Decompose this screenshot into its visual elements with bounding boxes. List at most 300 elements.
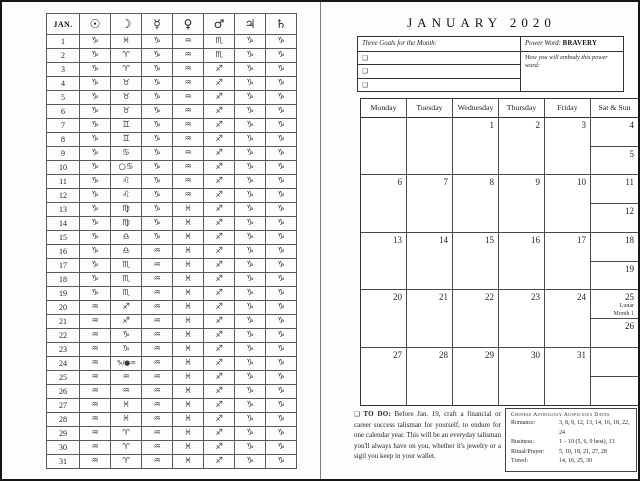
day-number: 30	[47, 441, 80, 455]
sign-moon: ♉	[111, 91, 142, 105]
calendar-day-cell: 13	[361, 233, 407, 290]
ephemeris-row	[47, 189, 297, 203]
sign-venus: ♓	[173, 385, 204, 399]
day-number: 1	[47, 35, 80, 49]
goal-row	[358, 64, 520, 77]
calendar-day-cell: 7	[407, 175, 453, 232]
sign-saturn: ♑	[266, 441, 297, 455]
planet-saturn-icon: ♄	[266, 14, 297, 35]
planet-mars-icon: ♂	[204, 14, 235, 35]
sign-moon: ♈	[111, 441, 142, 455]
sign-mars: ♐	[204, 413, 235, 427]
day-number: 6	[47, 105, 80, 119]
ephemeris-row	[47, 455, 297, 469]
sign-jupiter: ♑	[235, 455, 266, 469]
power-word-label: Power Word:	[525, 40, 561, 47]
auspicious-dates: 1 – 10 (5, 6, 9 best), 13	[559, 439, 615, 446]
sign-mercury: ♑	[142, 133, 173, 147]
sign-venus: ♒	[173, 49, 204, 63]
day-number: 5	[47, 91, 80, 105]
sign-moon: ♋	[111, 147, 142, 161]
todo-label: TO DO:	[363, 410, 391, 418]
day-number: 19	[625, 263, 634, 274]
sign-mercury: ♑	[142, 147, 173, 161]
sign-sun: ♒	[80, 315, 111, 329]
ephemeris-row	[47, 49, 297, 63]
sign-sun: ♒	[80, 329, 111, 343]
sign-saturn: ♑	[266, 175, 297, 189]
sign-mars: ♐	[204, 259, 235, 273]
auspicious-label: Romance:	[511, 420, 536, 426]
sign-moon: ♊	[111, 119, 142, 133]
sign-moon: ♈	[111, 427, 142, 441]
day-number: 28	[47, 413, 80, 427]
day-number: 29	[47, 427, 80, 441]
sign-jupiter: ♑	[235, 273, 266, 287]
ephemeris-row	[47, 287, 297, 301]
sign-jupiter: ♑	[235, 189, 266, 203]
sign-mars: ♐	[204, 315, 235, 329]
sign-venus: ♒	[173, 63, 204, 77]
sign-saturn: ♑	[266, 63, 297, 77]
sign-moon: ♈	[111, 63, 142, 77]
sign-moon: ♐	[111, 301, 142, 315]
sign-venus: ♓	[173, 287, 204, 301]
day-number: 25	[47, 371, 80, 385]
sign-mars: ♐	[204, 161, 235, 175]
sign-mercury: ♒	[142, 301, 173, 315]
sign-mercury: ♑	[142, 105, 173, 119]
sign-mercury: ♒	[142, 427, 173, 441]
sign-jupiter: ♑	[235, 105, 266, 119]
sign-saturn: ♑	[266, 455, 297, 469]
sign-mars: ♐	[204, 63, 235, 77]
sign-jupiter: ♑	[235, 77, 266, 91]
sign-mars: ♐	[204, 357, 235, 371]
sign-saturn: ♑	[266, 105, 297, 119]
calendar-day-cell: 21	[407, 290, 453, 347]
sign-sun: ♑	[80, 77, 111, 91]
sign-mars: ♐	[204, 301, 235, 315]
goal-row	[358, 51, 520, 64]
sign-saturn: ♑	[266, 273, 297, 287]
ephemeris-row	[47, 245, 297, 259]
calendar-day-cell: 1	[453, 118, 499, 175]
ephemeris-row	[47, 217, 297, 231]
power-word-value: BRAVERY	[562, 40, 598, 47]
sign-jupiter: ♑	[235, 147, 266, 161]
sign-sun: ♑	[80, 273, 111, 287]
day-number: 8	[47, 133, 80, 147]
sign-saturn: ♑	[266, 399, 297, 413]
calendar-day-cell: 14	[407, 233, 453, 290]
sign-venus: ♓	[173, 203, 204, 217]
auspicious-label: Travel:	[511, 458, 529, 465]
sign-jupiter: ♑	[235, 399, 266, 413]
calendar-day-cell: 20	[361, 290, 407, 347]
sign-sun: ♑	[80, 287, 111, 301]
sign-venus: ♓	[173, 217, 204, 231]
ephemeris-row	[47, 175, 297, 189]
day-number: 18	[625, 234, 634, 245]
sign-mercury: ♑	[142, 175, 173, 189]
sign-jupiter: ♑	[235, 217, 266, 231]
sign-venus: ♒	[173, 189, 204, 203]
sign-mercury: ♒	[142, 357, 173, 371]
sign-venus: ♓	[173, 441, 204, 455]
lunar-month-note: Lunar Month 1	[613, 303, 634, 317]
sign-moon: ♈	[111, 455, 142, 469]
sign-mars: ♐	[204, 231, 235, 245]
sign-sun: ♒	[80, 357, 111, 371]
ephemeris-row	[47, 371, 297, 385]
sign-mercury: ♒	[142, 455, 173, 469]
sign-sun: ♑	[80, 119, 111, 133]
sign-mars: ♐	[204, 77, 235, 91]
weekday-header: Thursday	[499, 99, 545, 118]
sign-venus: ♒	[173, 77, 204, 91]
sign-mercury: ♒	[142, 315, 173, 329]
sign-sun: ♒	[80, 343, 111, 357]
sign-moon: ♌	[111, 189, 142, 203]
sign-mercury: ♒	[142, 259, 173, 273]
sign-jupiter: ♑	[235, 259, 266, 273]
sign-jupiter: ♑	[235, 371, 266, 385]
sign-venus: ♓	[173, 273, 204, 287]
sign-mars: ♏	[204, 49, 235, 63]
sat-sun-cell	[591, 290, 638, 347]
sunday-half	[591, 262, 638, 290]
calendar-day-cell: 29	[453, 348, 499, 405]
sign-saturn: ♑	[266, 357, 297, 371]
sign-saturn: ♑	[266, 343, 297, 357]
sign-sun: ♑	[80, 91, 111, 105]
sign-venus: ♒	[173, 35, 204, 49]
calendar-day-cell: 23	[499, 290, 545, 347]
sign-sun: ♑	[80, 49, 111, 63]
sign-jupiter: ♑	[235, 133, 266, 147]
sign-jupiter: ♑	[235, 357, 266, 371]
sign-jupiter: ♑	[235, 287, 266, 301]
ephemeris-row	[47, 399, 297, 413]
sign-mercury: ♑	[142, 119, 173, 133]
sign-jupiter: ♑	[235, 175, 266, 189]
calendar-day-cell: 17	[545, 233, 591, 290]
sign-jupiter: ♑	[235, 161, 266, 175]
calendar-day-cell: 16	[499, 233, 545, 290]
sign-mercury: ♒	[142, 343, 173, 357]
page-spine-divider	[320, 2, 321, 479]
day-number: 21	[47, 315, 80, 329]
auspicious-row	[511, 419, 632, 438]
ephemeris-row	[47, 119, 297, 133]
sign-moon: ♎	[111, 245, 142, 259]
goals-header: Three Goals for the Month:	[362, 40, 437, 47]
calendar-day-cell: 24	[545, 290, 591, 347]
sign-mars: ♐	[204, 329, 235, 343]
ephemeris-row	[47, 427, 297, 441]
power-word-prompt: How you will embody this power word:	[525, 54, 608, 70]
sign-saturn: ♑	[266, 35, 297, 49]
saturday-half	[591, 233, 638, 262]
sign-mercury: ♒	[142, 399, 173, 413]
power-word-header	[521, 37, 623, 52]
sign-mercury: ♑	[142, 49, 173, 63]
sign-saturn: ♑	[266, 315, 297, 329]
sign-sun: ♑	[80, 133, 111, 147]
day-number: 5	[629, 148, 634, 159]
sign-saturn: ♑	[266, 161, 297, 175]
calendar-day-cell: 31	[545, 348, 591, 405]
weekday-header: Friday	[545, 99, 591, 118]
sign-sun: ♒	[80, 301, 111, 315]
day-number: 19	[47, 287, 80, 301]
auspicious-dates: 5, 10, 18, 21, 27, 28	[559, 448, 607, 455]
ephemeris-row	[47, 273, 297, 287]
sign-mercury: ♒	[142, 371, 173, 385]
sign-moon: ♏	[111, 259, 142, 273]
sign-moon: ♑	[111, 329, 142, 343]
calendar-day-cell	[361, 118, 407, 175]
sign-saturn: ♑	[266, 301, 297, 315]
sign-venus: ♓	[173, 413, 204, 427]
day-number: 4	[47, 77, 80, 91]
day-number: 14	[47, 217, 80, 231]
sign-saturn: ♑	[266, 147, 297, 161]
ephemeris-row	[47, 35, 297, 49]
sign-moon: ♍	[111, 203, 142, 217]
weekday-header: Tuesday	[407, 99, 453, 118]
sign-sun: ♑	[80, 161, 111, 175]
day-number: 18	[47, 273, 80, 287]
sunday-half	[591, 319, 638, 346]
calendar-day-cell: 9	[499, 175, 545, 232]
calendar-day-cell	[407, 118, 453, 175]
sign-moon: ♉	[111, 77, 142, 91]
sign-mars: ♐	[204, 343, 235, 357]
sign-saturn: ♑	[266, 77, 297, 91]
sign-jupiter: ♑	[235, 315, 266, 329]
ephemeris-row	[47, 105, 297, 119]
sign-saturn: ♑	[266, 231, 297, 245]
sign-venus: ♓	[173, 245, 204, 259]
calendar-day-cell: 2	[499, 118, 545, 175]
sign-jupiter: ♑	[235, 231, 266, 245]
saturday-half	[591, 348, 638, 377]
sign-sun: ♑	[80, 231, 111, 245]
sign-mercury: ♑	[142, 63, 173, 77]
sign-sun: ♒	[80, 385, 111, 399]
sign-sun: ♑	[80, 217, 111, 231]
sign-saturn: ♑	[266, 49, 297, 63]
sign-venus: ♒	[173, 175, 204, 189]
sunday-half	[591, 204, 638, 232]
sign-jupiter: ♑	[235, 329, 266, 343]
sign-moon: ♑	[111, 343, 142, 357]
day-number: 31	[47, 455, 80, 469]
sign-sun: ♑	[80, 35, 111, 49]
sign-mars: ♐	[204, 371, 235, 385]
sign-mars: ♐	[204, 203, 235, 217]
ephemeris-row	[47, 161, 297, 175]
ephemeris-row	[47, 231, 297, 245]
sign-sun: ♑	[80, 203, 111, 217]
goal-row	[358, 78, 520, 91]
sign-venus: ♓	[173, 399, 204, 413]
sign-sun: ♒	[80, 413, 111, 427]
sign-venus: ♓	[173, 455, 204, 469]
day-number: 26	[47, 385, 80, 399]
sign-saturn: ♑	[266, 245, 297, 259]
sign-saturn: ♑	[266, 259, 297, 273]
day-number: 15	[47, 231, 80, 245]
goal-checkbox-icon: ❑	[362, 53, 368, 62]
auspicious-label: Business:	[511, 439, 535, 446]
ephemeris-row	[47, 147, 297, 161]
calendar-day-cell: 22	[453, 290, 499, 347]
sign-saturn: ♑	[266, 427, 297, 441]
sign-mars: ♐	[204, 441, 235, 455]
calendar-day-cell: 15	[453, 233, 499, 290]
sign-mercury: ♑	[142, 203, 173, 217]
day-number: 23	[47, 343, 80, 357]
calendar-day-cell: 27	[361, 348, 407, 405]
ephemeris-header-row	[47, 14, 297, 35]
sat-sun-cell	[591, 118, 638, 175]
sign-jupiter: ♑	[235, 343, 266, 357]
sign-mars: ♐	[204, 147, 235, 161]
calendar-day-cell: 28	[407, 348, 453, 405]
power-word-section	[521, 37, 623, 91]
sign-mercury: ♑	[142, 91, 173, 105]
sign-moon: ♓	[111, 35, 142, 49]
sign-moon: ♓	[111, 399, 142, 413]
calendar-day-cell: 6	[361, 175, 407, 232]
sign-saturn: ♑	[266, 203, 297, 217]
sat-sun-cell	[591, 348, 638, 405]
ephemeris-row	[47, 413, 297, 427]
day-number: 27	[47, 399, 80, 413]
sign-venus: ♓	[173, 231, 204, 245]
ephemeris-row	[47, 203, 297, 217]
ephemeris-row	[47, 357, 297, 371]
ephemeris-month-label: JAN.	[47, 14, 80, 35]
sign-jupiter: ♑	[235, 91, 266, 105]
sign-mercury: ♑	[142, 35, 173, 49]
planet-sun-icon: ☉	[80, 14, 111, 35]
ephemeris-row	[47, 329, 297, 343]
sign-sun: ♑	[80, 189, 111, 203]
sign-moon: ♒	[111, 371, 142, 385]
sign-jupiter: ♑	[235, 35, 266, 49]
todo-checkbox-icon: ❑	[354, 410, 360, 418]
day-number: 26	[625, 321, 634, 332]
weekday-header: Wednesday	[453, 99, 499, 118]
day-number: 24	[47, 357, 80, 371]
sign-jupiter: ♑	[235, 49, 266, 63]
saturday-half	[591, 175, 638, 204]
sign-saturn: ♑	[266, 91, 297, 105]
day-number: 20	[47, 301, 80, 315]
todo-text: Before Jan. 19, craft a financial or career success talisman for yourself, to endure for one calendar year. This will be an everyday talisman you'll always have on you, whether it's jewelry or a sigil you keep in your wallet.	[354, 410, 502, 460]
sign-jupiter: ♑	[235, 245, 266, 259]
ephemeris-row	[47, 91, 297, 105]
sign-sun: ♒	[80, 427, 111, 441]
day-number: 3	[47, 63, 80, 77]
three-goals-section	[358, 37, 521, 91]
sign-moon: ♈	[111, 49, 142, 63]
day-number: 17	[47, 259, 80, 273]
sign-venus: ♓	[173, 301, 204, 315]
calendar-day-cell: 8	[453, 175, 499, 232]
sign-moon: ♊	[111, 133, 142, 147]
auspicious-dates-box	[505, 408, 637, 472]
sign-moon: ♐	[111, 315, 142, 329]
day-number: 2	[47, 49, 80, 63]
ephemeris-table	[46, 13, 297, 469]
auspicious-dates: 14, 16, 25, 30	[559, 458, 592, 465]
ephemeris-row	[47, 133, 297, 147]
sign-moon: ♒	[111, 385, 142, 399]
sign-mercury: ♑	[142, 77, 173, 91]
auspicious-title: Chinese Astrology Auspicious Dates	[511, 412, 610, 418]
sign-moon: ♍	[111, 217, 142, 231]
goals-box	[357, 36, 624, 92]
sign-venus: ♒	[173, 133, 204, 147]
sign-sun: ♒	[80, 441, 111, 455]
sign-sun: ♑	[80, 105, 111, 119]
sign-saturn: ♑	[266, 385, 297, 399]
sign-saturn: ♑	[266, 329, 297, 343]
sign-venus: ♒	[173, 91, 204, 105]
sign-moon: ♎	[111, 231, 142, 245]
sign-sun: ♑	[80, 175, 111, 189]
ephemeris-row	[47, 385, 297, 399]
sign-venus: ♓	[173, 343, 204, 357]
ephemeris-row	[47, 315, 297, 329]
sign-mercury: ♑	[142, 217, 173, 231]
auspicious-row	[511, 457, 632, 467]
sign-saturn: ♑	[266, 119, 297, 133]
sign-venus: ♓	[173, 329, 204, 343]
sign-saturn: ♑	[266, 189, 297, 203]
sign-moon: ♓	[111, 413, 142, 427]
ephemeris-row	[47, 77, 297, 91]
saturday-half	[591, 118, 638, 147]
day-number: 4	[629, 120, 634, 130]
day-number: 16	[47, 245, 80, 259]
auspicious-row	[511, 438, 632, 448]
sign-jupiter: ♑	[235, 63, 266, 77]
day-number: 13	[47, 203, 80, 217]
sign-mercury: ♑	[142, 189, 173, 203]
sign-mercury: ♒	[142, 245, 173, 259]
auspicious-row	[511, 448, 632, 458]
sunday-half	[591, 147, 638, 175]
sign-jupiter: ♑	[235, 413, 266, 427]
sign-mars: ♐	[204, 119, 235, 133]
day-number: 11	[47, 175, 80, 189]
sign-mars: ♐	[204, 287, 235, 301]
sign-moon: ♏	[111, 273, 142, 287]
sign-mercury: ♒	[142, 273, 173, 287]
sign-venus: ♒	[173, 147, 204, 161]
sign-venus: ♓	[173, 315, 204, 329]
sign-mars: ♐	[204, 427, 235, 441]
sign-venus: ♓	[173, 427, 204, 441]
sign-sun: ♑	[80, 259, 111, 273]
month-calendar	[360, 98, 639, 406]
